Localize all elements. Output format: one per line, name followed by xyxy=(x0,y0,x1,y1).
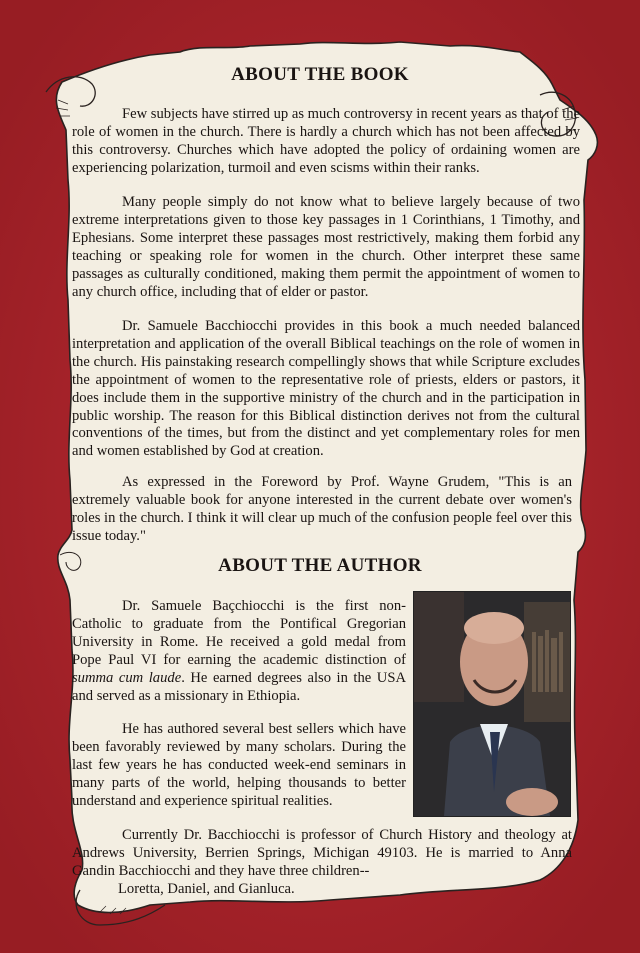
about-author-paragraph-1 xyxy=(72,598,406,705)
author-photo xyxy=(413,591,571,817)
about-book-paragraph-4: As expressed in the Foreword by Prof. Wayne Grudem, "This is an extremely valuable book for anyone interested in the current debate over women's roles in the church. I think it will clear up much of the confusion people feel over this issue today." xyxy=(72,474,572,544)
about-book-paragraph-2: Many people simply do not know what to believe largely because of two extreme interpretations given to those key passages in 1 Corinthians, 1 Timothy, and Ephesians. Some interpret these passages most restrictively, making them forbid any teaching or speaking role for women in the church. Other interpret these same passages as culturally conditioned, making them permit the appointment of women to any church office, including that of elder or pastor. xyxy=(72,194,580,300)
author-bio-text-2: . He earned degrees also in the USA and served as a missionary in Ethiopia. xyxy=(72,669,406,704)
about-author-children: Loretta, Daniel, and Gianluca. xyxy=(118,881,295,897)
about-author-paragraph-3: Currently Dr. Bacchiocchi is professor of Church History and theology at Andrews University, Berrien Springs, Michigan 49103. He is married to Anna Gandin Bacchiocchi and they have three children-- xyxy=(72,827,572,879)
author-bio-text-1: Dr. Samuele Baçchiocchi is the first non-Catholic to graduate from the Pontifical Gregorian University in Rome. He received a gold medal from Pope Paul VI for earning the academic distinction of xyxy=(72,598,406,668)
about-book-paragraph-1: Few subjects have stirred up as much controversy in recent years as that of the role of women in the church. There is hardly a church which has not been affected by this controversy. Churches which have adopted the policy of ordaining women are experiencing polarization, turmoil and even scisms within their ranks. xyxy=(72,106,580,176)
about-book-paragraph-3: Dr. Samuele Bacchiocchi provides in this book a much needed balanced interpretation and application of the overall Biblical teachings on the role of women in the church. His painstaking research compellingly shows that while Scripture excludes the appointment of women to the representative role of priests, elders or pastors, it does include them in the supportive ministry of the church and in the participation in public worship. The reason for this Biblical distinction derives not from the cultural conventions of the times, but from the distinct and yet complementary roles for men and women established by God at creation. xyxy=(72,318,580,460)
about-author-paragraph-2: He has authored several best sellers which have been favorably reviewed by many scholars. During the last few years he has conducted week-end seminars in many parts of the world, helping thousands to better understand and experience spiritual realities. xyxy=(72,721,406,809)
about-book-heading: ABOUT THE BOOK xyxy=(231,64,409,85)
about-author-heading: ABOUT THE AUTHOR xyxy=(218,555,422,576)
latin-honor: summa cum laude xyxy=(72,669,182,686)
